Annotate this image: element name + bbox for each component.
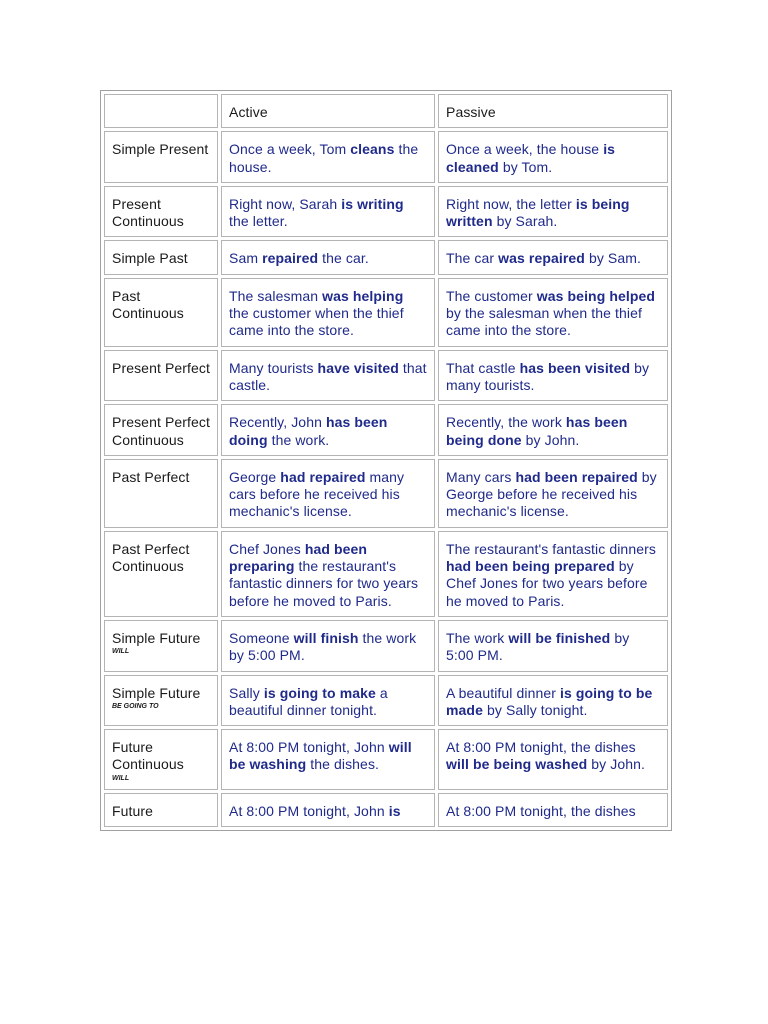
- table-row: [104, 675, 668, 727]
- passive-example-cell: [438, 531, 668, 617]
- example-text: Recently, John: [229, 414, 326, 431]
- passive-example-cell: [438, 620, 668, 672]
- verb-phrase: is being written: [446, 195, 630, 230]
- example-text: Once a week, the house: [446, 141, 604, 158]
- example-text: At 8:00 PM tonight, John: [229, 739, 389, 756]
- example-text: by Chef Jones for two years before he moved to Paris.: [446, 558, 648, 609]
- example-text: the house.: [229, 141, 419, 175]
- example-text: by George before he received his mechanic's license.: [446, 468, 657, 520]
- example-text: the dishes.: [306, 756, 380, 773]
- verb-phrase: is: [388, 802, 401, 819]
- example-text: many cars before he received his mechanic's license.: [229, 468, 405, 520]
- table-row: [104, 729, 668, 790]
- example-text: At 8:00 PM tonight, the dishes: [446, 802, 636, 819]
- table-row: [104, 350, 668, 402]
- example-text: by Sam.: [584, 250, 642, 267]
- example-text: by the salesman when the thief came into the store.: [446, 305, 643, 339]
- tense-name: Past Perfect: [112, 468, 190, 485]
- example-text: the car.: [318, 250, 369, 267]
- active-example-cell: [221, 186, 435, 238]
- active-example-cell: [221, 278, 435, 347]
- example-text: the customer when the thief came into the store.: [229, 305, 404, 339]
- active-example-cell: [221, 350, 435, 402]
- example-text: The work: [446, 629, 509, 646]
- tense-cell: [104, 459, 218, 528]
- header-passive-cell: Passive: [438, 94, 668, 128]
- table-row: [104, 793, 668, 827]
- passive-example-cell: [438, 186, 668, 238]
- example-text: Right now, Sarah: [229, 195, 342, 212]
- example-text: Sally: [229, 684, 264, 701]
- active-example-cell: [221, 620, 435, 672]
- verb-phrase: was being helped: [536, 287, 656, 304]
- tense-name: Present Perfect: [112, 359, 210, 376]
- tense-name: Future: [112, 802, 154, 819]
- example-text: A beautiful dinner: [446, 684, 560, 701]
- example-text: a beautiful dinner tonight.: [229, 684, 388, 718]
- example-text: the letter.: [229, 213, 288, 230]
- example-text: The salesman: [229, 287, 323, 304]
- active-example-cell: [221, 531, 435, 617]
- tense-cell: [104, 531, 218, 617]
- header-active-cell: Active: [221, 94, 435, 128]
- tense-cell: [104, 186, 218, 238]
- tense-name: Present Perfect Continuous: [112, 414, 210, 448]
- verb-phrase: had been preparing: [229, 540, 368, 575]
- table-row: [104, 240, 668, 274]
- verb-phrase: cleans: [350, 141, 395, 158]
- active-example-cell: [221, 240, 435, 274]
- example-text: The restaurant's fantastic dinners: [446, 540, 656, 557]
- active-example-cell: [221, 459, 435, 528]
- example-text: Sam: [229, 250, 263, 267]
- tense-cell: [104, 131, 218, 183]
- tense-cell: [104, 240, 218, 274]
- tense-cell: [104, 278, 218, 347]
- verb-phrase: is going to be made: [446, 684, 653, 718]
- example-text: Many cars: [446, 468, 516, 485]
- example-text: Many tourists: [229, 359, 318, 376]
- verb-phrase: will be finished: [508, 629, 611, 646]
- example-text: Chef Jones: [229, 540, 305, 557]
- example-text: the work by 5:00 PM.: [229, 629, 417, 664]
- verb-phrase: had been being prepared: [446, 558, 615, 575]
- verb-phrase: had been repaired: [515, 468, 638, 485]
- example-text: Once a week, Tom: [229, 141, 351, 158]
- verb-phrase: had repaired: [280, 468, 366, 485]
- example-text: At 8:00 PM tonight, John: [229, 802, 389, 819]
- table-row: [104, 531, 668, 617]
- example-text: The customer: [446, 287, 537, 304]
- active-example-cell: [221, 793, 435, 827]
- verb-phrase: is cleaned: [446, 141, 616, 175]
- tense-name: Past Perfect Continuous: [112, 540, 190, 575]
- verb-phrase: will finish: [293, 629, 359, 646]
- tense-name: Past Continuous: [112, 287, 184, 322]
- verb-phrase: will be being washed: [446, 756, 588, 773]
- example-text: The car: [446, 250, 499, 267]
- passive-example-cell: [438, 350, 668, 402]
- table-row: [104, 459, 668, 528]
- tense-name: Simple Future: [112, 629, 201, 646]
- example-text: that castle.: [229, 359, 427, 393]
- example-text: Someone: [229, 629, 294, 646]
- passive-example-cell: [438, 459, 668, 528]
- tense-cell: [104, 404, 218, 456]
- passive-example-cell: [438, 131, 668, 183]
- example-text: by many tourists.: [446, 359, 650, 393]
- tense-table: [100, 90, 672, 831]
- example-text: by Sarah.: [492, 213, 558, 230]
- example-text: Recently, the work: [446, 414, 566, 431]
- verb-phrase: will be washing: [229, 739, 412, 773]
- header-tense-cell: [104, 94, 218, 128]
- tense-cell: [104, 729, 218, 790]
- tense-cell: [104, 675, 218, 727]
- active-example-cell: [221, 131, 435, 183]
- verb-phrase: is going to make: [263, 684, 376, 701]
- table-body: [104, 94, 668, 827]
- tense-note: WILL: [112, 774, 130, 782]
- tense-name: Simple Past: [112, 250, 188, 267]
- verb-phrase: is writing: [341, 195, 404, 212]
- tense-name: Present Continuous: [112, 195, 184, 230]
- passive-example-cell: [438, 404, 668, 456]
- tense-note: BE GOING TO: [112, 702, 159, 710]
- active-example-cell: [221, 675, 435, 727]
- example-text: by John.: [521, 431, 580, 448]
- tense-cell: [104, 620, 218, 672]
- verb-phrase: was repaired: [498, 250, 585, 267]
- example-text: the work.: [267, 431, 330, 448]
- verb-phrase: has been being done: [446, 414, 628, 448]
- verb-phrase: have visited: [317, 359, 399, 376]
- table-row: [104, 131, 668, 183]
- table-row: [104, 278, 668, 347]
- example-text: by Sally tonight.: [482, 701, 588, 718]
- active-example-cell: [221, 729, 435, 790]
- example-text: That castle: [446, 359, 520, 376]
- active-example-cell: [221, 404, 435, 456]
- example-text: by Tom.: [498, 158, 553, 175]
- example-text: by 5:00 PM.: [446, 629, 630, 664]
- tense-cell: [104, 350, 218, 402]
- example-text: At 8:00 PM tonight, the dishes: [446, 739, 636, 756]
- passive-example-cell: [438, 278, 668, 347]
- tense-note: WILL: [112, 648, 130, 656]
- verb-phrase: has been visited: [519, 359, 631, 376]
- verb-phrase: has been doing: [229, 414, 388, 448]
- header-row: [104, 94, 668, 128]
- passive-example-cell: [438, 675, 668, 727]
- tense-name: Simple Present: [112, 141, 209, 158]
- example-text: the restaurant's fantastic dinners for two years before he moved to Paris.: [229, 558, 419, 609]
- passive-example-cell: [438, 793, 668, 827]
- tense-name: Future Continuous: [112, 739, 184, 773]
- example-text: by John.: [587, 756, 645, 773]
- tense-name: Simple Future: [112, 684, 201, 701]
- example-text: Right now, the letter: [446, 195, 576, 212]
- table-row: [104, 620, 668, 672]
- table-row: [104, 404, 668, 456]
- verb-phrase: repaired: [262, 250, 319, 267]
- verb-phrase: was helping: [322, 287, 404, 304]
- example-text: George: [229, 468, 281, 485]
- tense-cell: [104, 793, 218, 827]
- passive-example-cell: [438, 729, 668, 790]
- passive-example-cell: [438, 240, 668, 274]
- table-row: [104, 186, 668, 238]
